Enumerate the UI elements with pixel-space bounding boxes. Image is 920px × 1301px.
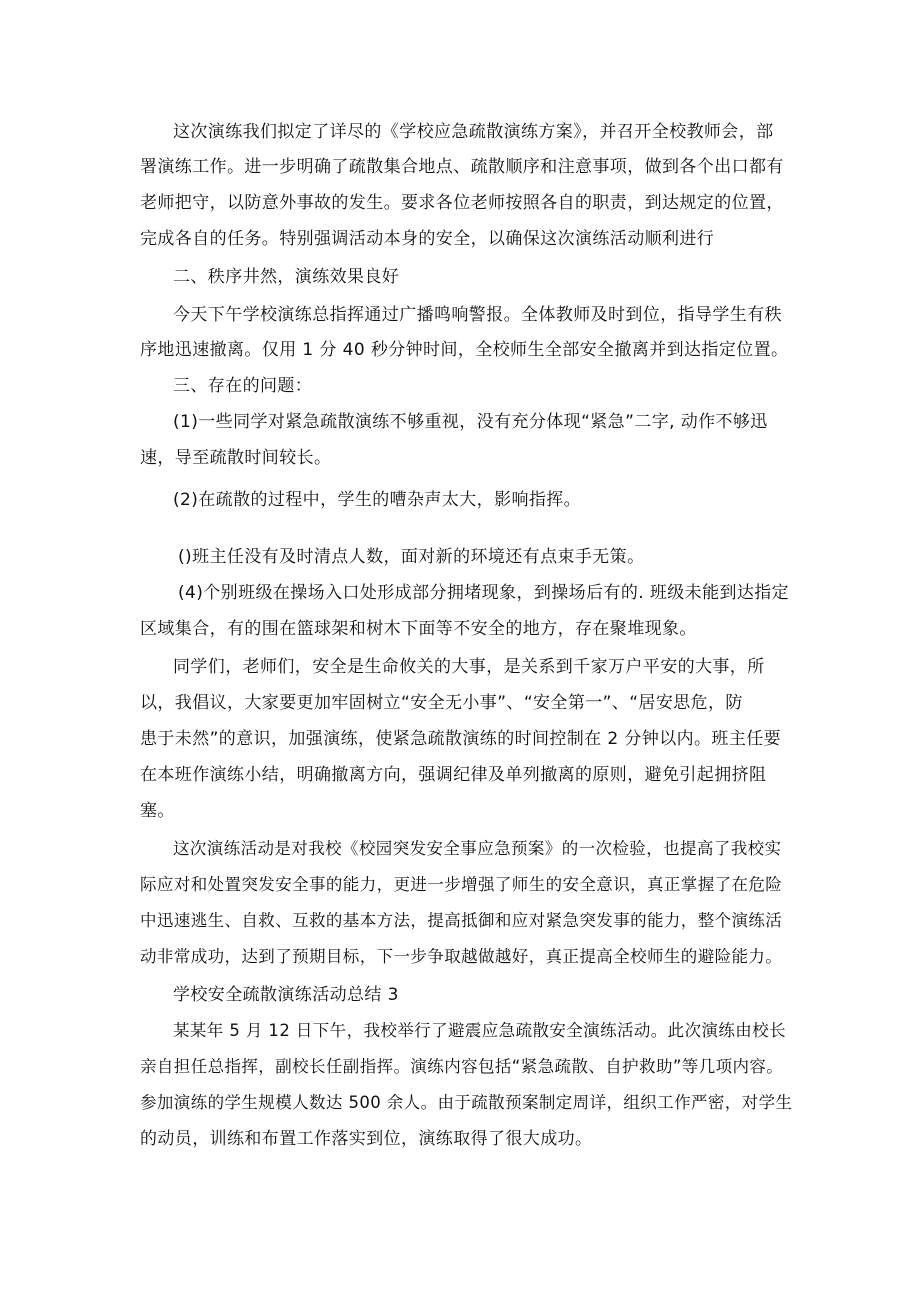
- text-line: 以，我倡议，大家要更加牢固树立“安全无小事”、“安全第一”、“居安思危，防: [140, 693, 743, 713]
- text-line: 速，导至疏散时间较长。: [140, 448, 332, 468]
- text-line: 动非常成功，达到了预期目标，下一步争取越做越好，真正提高全校师生的避险能力。: [140, 947, 783, 966]
- text-line: 今天下午学校演练总指挥通过广播鸣响警报。全体教师及时到位，指导学生有秩: [173, 305, 782, 325]
- text-line: (2)在疏散的过程中，学生的嘈杂声太大，影响指挥。: [173, 490, 582, 510]
- text-line: 这次演练活动是对我校《校园突发安全事应急预案》的一次检验，也提高了我校实: [173, 839, 782, 858]
- text-line: (1)一些同学对紧急疏散演练不够重视，没有充分体现“紧急”二字, 动作不够迅: [173, 412, 768, 432]
- text-line: 老师把守，以防意外事故的发生。要求各位老师按照各自的职责，到达规定的位置，: [140, 193, 784, 213]
- text-line: 序地迅速撤离。仅用 1 分 40 秒分钟时间，全校师生全部安全撤离并到达指定位置。: [140, 340, 789, 360]
- text-line: 患于未然”的意识，加强演练，使紧急疏散演练的时间控制在 2 分钟以内。班主任要: [140, 729, 782, 749]
- text-line: 区域集合，有的围在篮球架和树木下面等不安全的地方，存在聚堆现象。: [140, 619, 697, 639]
- section-heading: 二、秩序井然，演练效果良好: [173, 267, 400, 287]
- section-heading: 学校安全疏散演练活动总结 3: [173, 985, 399, 1005]
- text-line: (4)个别班级在操场入口处形成部分拥堵现象，到操场后有的. 班级未能到达指定: [178, 583, 790, 603]
- text-line: 塞。: [140, 801, 175, 821]
- text-line: 某某年 5 月 12 日下午，我校举行了避震应急疏散安全演练活动。此次演练由校长: [173, 1021, 786, 1040]
- text-line: 的动员，训练和布置工作落实到位，演练取得了很大成功。: [140, 1129, 593, 1149]
- text-line: 参加演练的学生规模人数达 500 余人。由于疏散预案制定周详，组织工作严密，对学生: [140, 1093, 793, 1112]
- text-line: 亲自担任总指挥，副校长任副指挥。演练内容包括“紧急疏散、自护救助”等几项内容。: [140, 1057, 784, 1076]
- section-heading: 三、存在的问题：: [173, 376, 313, 396]
- text-line: 署演练工作。进一步明确了疏散集合地点、疏散顺序和注意事项，做到各个出口都有: [140, 157, 784, 177]
- text-line: 在本班作演练小结，明确撤离方向，强调纪律及单列撤离的原则，避免引起拥挤阻: [140, 765, 767, 785]
- text-line: 中迅速逃生、自救、互救的基本方法，提高抵御和应对紧急突发事的能力，整个演练活: [140, 911, 783, 930]
- text-line: 完成各自的任务。特别强调活动本身的安全，以确保这次演练活动顺利进行: [140, 229, 715, 249]
- text-line: 际应对和处置突发安全事的能力，更进一步增强了师生的安全意识，真正掌握了在危险: [140, 875, 783, 894]
- text-line: 同学们，老师们，安全是生命攸关的大事，是关系到千家万户平安的大事，所: [173, 657, 765, 677]
- text-line: 这次演练我们拟定了详尽的《学校应急疏散演练方案》，并召开全校教师会，部: [173, 122, 774, 142]
- text-line: ()班主任没有及时清点人数，面对新的环境还有点束手无策。: [178, 547, 645, 567]
